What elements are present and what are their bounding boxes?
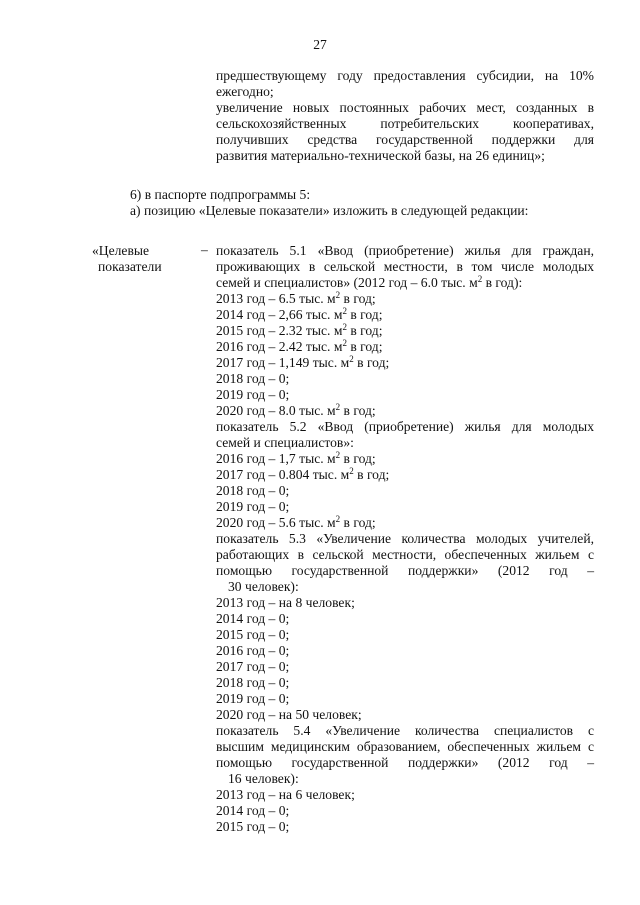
row-dash: –: [201, 242, 208, 257]
year-value: 2017 год – 0.804 тыс. $м^2$ в год;: [216, 466, 390, 482]
indicator-line: показатель 5.2 «Ввод (приобретение) жилья для молодых: [216, 419, 594, 434]
year-value: 2019 год – 0;: [216, 499, 290, 514]
year-value: 2019 год – 0;: [216, 387, 290, 402]
indicator-line: показатель 5.3 «Увеличение количества молодых учителей,: [216, 531, 594, 546]
indicator-line: показатель 5.4 «Увеличение количества специалистов с: [216, 723, 594, 738]
indicator-line: семей и специалистов» (2012 год – 6.0 тыс. $м^2$ в год):: [216, 274, 523, 290]
year-value: 2015 год – 2.32 тыс. $м^2$ в год;: [216, 322, 383, 338]
row-label: показатели: [98, 259, 162, 274]
intro-line: получивших средства государственной поддержки для: [216, 132, 594, 147]
year-value: 2014 год – 0;: [216, 803, 290, 818]
year-value: 2014 год – 2,66 тыс. $м^2$ в год;: [216, 306, 383, 322]
intro-line: предшествующему году предоставления субсидии, на 10%: [216, 68, 594, 83]
intro-line: развития материально-технической базы, на 26 единиц»;: [216, 148, 545, 163]
indicator-line: высшим медицинским образованием, обеспеченных жильем с: [216, 739, 594, 754]
intro-line: увеличение новых постоянных рабочих мест, созданных в: [216, 100, 594, 115]
year-value: 2016 год – 0;: [216, 643, 290, 658]
indicator-line: 30 человек):: [228, 579, 299, 594]
year-value: 2018 год – 0;: [216, 371, 290, 386]
year-value: 2019 год – 0;: [216, 691, 290, 706]
indicator-line: работающих в сельской местности, обеспеченных жильем с: [216, 547, 594, 562]
year-value: 2014 год – 0;: [216, 611, 290, 626]
row-label: «Целевые: [92, 243, 150, 258]
intro-line: сельскохозяйственных потребительских кооперативах,: [216, 116, 594, 131]
year-value: 2020 год – 8.0 тыс. $м^2$ в год;: [216, 402, 376, 418]
year-value: 2013 год – 6.5 тыс. $м^2$ в год;: [216, 290, 376, 306]
year-value: 2020 год – 5.6 тыс. $м^2$ в год;: [216, 514, 376, 530]
section-heading: а) позицию «Целевые показатели» изложить в следующей редакции:: [130, 203, 529, 218]
indicator-line: 16 человек):: [228, 771, 299, 786]
year-value: 2016 год – 2.42 тыс. $м^2$ в год;: [216, 338, 383, 354]
year-value: 2013 год – на 8 человек;: [216, 595, 355, 610]
year-value: 2017 год – 0;: [216, 659, 290, 674]
year-value: 2015 год – 0;: [216, 819, 290, 834]
year-value: 2020 год – на 50 человек;: [216, 707, 362, 722]
year-value: 2015 год – 0;: [216, 627, 290, 642]
indicator-line: помощью государственной поддержки» (2012 год –: [216, 563, 594, 578]
year-value: 2018 год – 0;: [216, 675, 290, 690]
indicator-line: показатель 5.1 «Ввод (приобретение) жилья для граждан,: [216, 243, 594, 258]
intro-line: ежегодно;: [216, 84, 274, 99]
section-heading: 6) в паспорте подпрограммы 5:: [130, 187, 311, 202]
year-value: 2018 год – 0;: [216, 483, 290, 498]
year-value: 2016 год – 1,7 тыс. $м^2$ в год;: [216, 450, 376, 466]
year-value: 2013 год – на 6 человек;: [216, 787, 355, 802]
year-value: 2017 год – 1,149 тыс. $м^2$ в год;: [216, 354, 390, 370]
indicator-line: проживающих в сельской местности, в том числе молодых: [216, 259, 594, 274]
indicator-line: семей и специалистов»:: [216, 435, 354, 450]
page-number: 27: [313, 37, 327, 52]
indicator-line: помощью государственной поддержки» (2012 год –: [216, 755, 594, 770]
